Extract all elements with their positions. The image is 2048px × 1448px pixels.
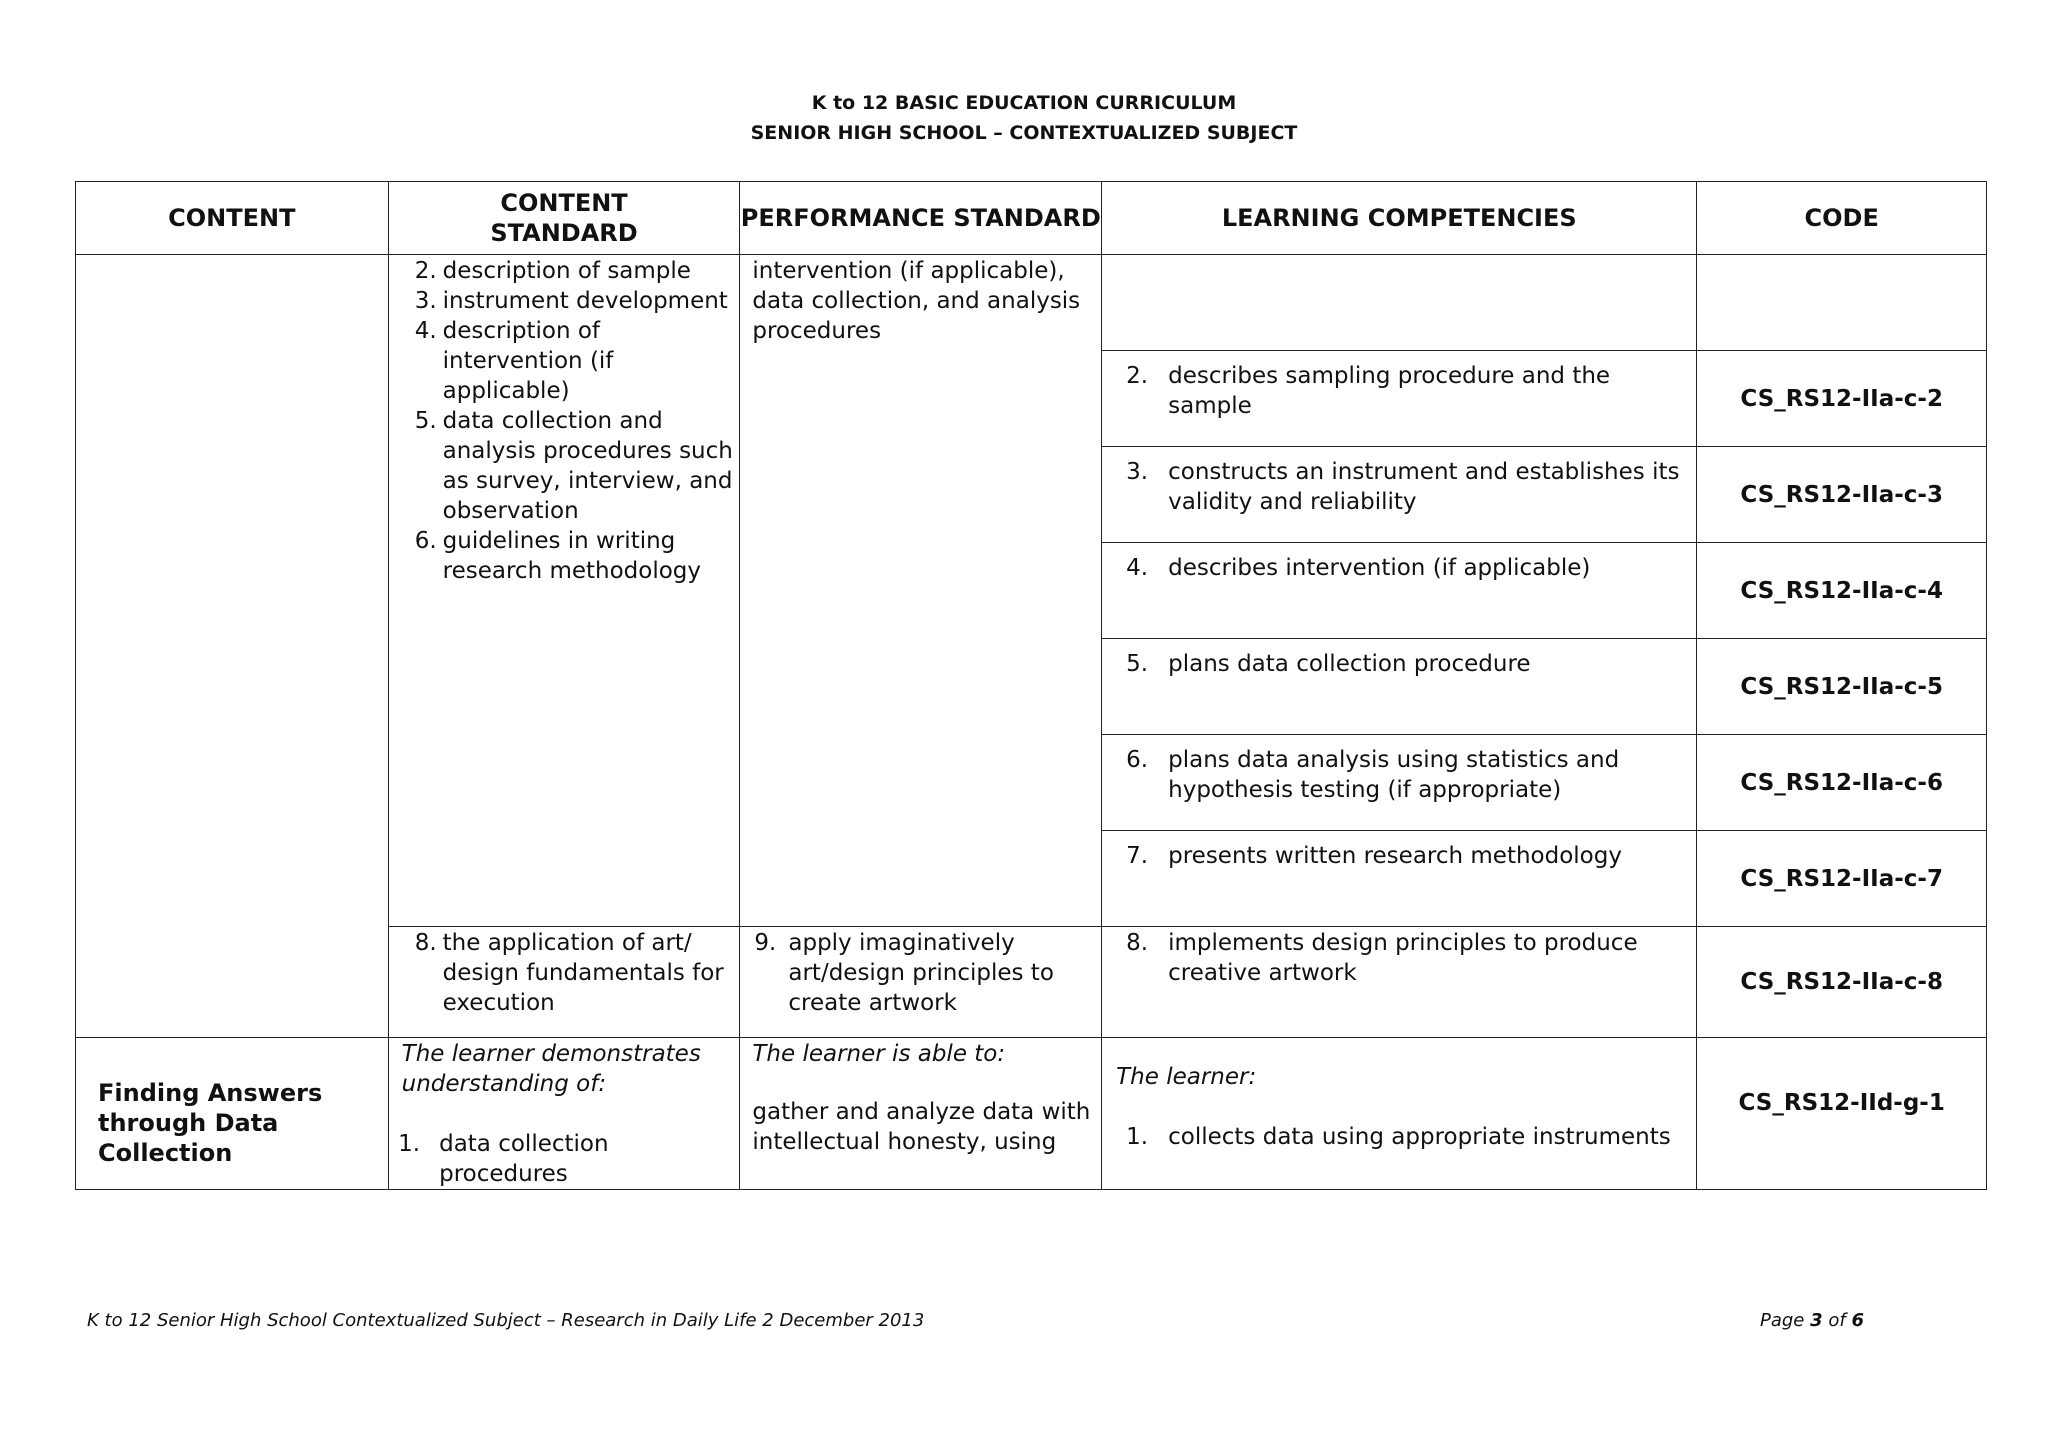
content-standard-list — [389, 255, 740, 586]
list-item: 6. guidelines in writing research methodology — [414, 528, 702, 584]
footer-page-number: Page 3 of 6 — [1760, 1310, 1864, 1331]
content-standard-cell — [388, 1038, 740, 1190]
competency-cell: 3. constructs an instrument and establishes its validity and reliability — [1102, 447, 1697, 543]
list-item: 1. data collection procedures — [398, 1131, 609, 1187]
content-standard-cell — [388, 927, 740, 1038]
content-standard-intro: The learner demonstrates understanding of: — [401, 1041, 701, 1097]
header-subtitle: SENIOR HIGH SCHOOL – CONTEXTUALIZED SUBJECT — [750, 122, 1298, 144]
performance-intro: The learner is able to: — [752, 1041, 1006, 1067]
document-header — [0, 88, 2048, 148]
code-cell: CS_RS12-IId-g-1 — [1697, 1038, 1987, 1190]
curriculum-table — [75, 181, 1987, 1190]
performance-standard-cell — [740, 927, 1102, 1038]
content-cell-empty — [76, 255, 389, 1038]
list-item: 8. the application of art/ design fundamentals for execution — [414, 930, 724, 1016]
list-item: 9. apply imaginatively art/design principles to create artwork — [754, 930, 1054, 1016]
col-header-learning-competencies: LEARNING COMPETENCIES — [1102, 182, 1697, 255]
performance-standard-cell — [740, 1038, 1102, 1190]
col-header-code: CODE — [1697, 182, 1987, 255]
table-row — [76, 255, 1987, 351]
list-item: 2. description of sample — [414, 258, 691, 284]
code-cell-empty — [1697, 255, 1987, 351]
content-title: Finding Answers through Data Collection — [98, 1078, 323, 1167]
competency-cell-empty — [1102, 255, 1697, 351]
performance-standard-cell — [740, 255, 1102, 927]
col-header-content: CONTENT — [76, 182, 389, 255]
competency-cell: 6. plans data analysis using statistics and hypothesis testing (if appropriate) — [1102, 735, 1697, 831]
header-title: K to 12 BASIC EDUCATION CURRICULUM — [811, 92, 1237, 114]
performance-standard-text: intervention (if applicable), data collection, and analysis procedures — [752, 258, 1081, 344]
competency-cell: 8. implements design principles to produce creative artwork — [1102, 927, 1697, 1038]
performance-text: gather and analyze data with intellectual honesty, using — [752, 1099, 1091, 1155]
content-standard-cell — [388, 255, 740, 927]
col-header-performance-standard: PERFORMANCE STANDARD — [740, 182, 1102, 255]
code-cell: CS_RS12-IIa-c-8 — [1697, 927, 1987, 1038]
list-item: 4. description of intervention (if applicable) — [414, 318, 614, 404]
competency-cell: 5. plans data collection procedure — [1102, 639, 1697, 735]
competency-cell: 4. describes intervention (if applicable) — [1102, 543, 1697, 639]
code-cell: CS_RS12-IIa-c-7 — [1697, 831, 1987, 927]
footer-document-title: K to 12 Senior High School Contextualized Subject – Research in Daily Life 2 December 2013 — [87, 1310, 925, 1331]
code-cell: CS_RS12-IIa-c-3 — [1697, 447, 1987, 543]
competency-cell: The learner: 1. collects data using appropriate instruments — [1102, 1038, 1697, 1190]
code-cell: CS_RS12-IIa-c-4 — [1697, 543, 1987, 639]
competency-intro: The learner: — [1116, 1064, 1257, 1090]
code-cell: CS_RS12-IIa-c-6 — [1697, 735, 1987, 831]
list-item: 5. data collection and analysis procedures such as survey, interview, and observation — [414, 408, 733, 524]
code-cell: CS_RS12-IIa-c-2 — [1697, 351, 1987, 447]
code-cell: CS_RS12-IIa-c-5 — [1697, 639, 1987, 735]
competency-cell: 7. presents written research methodology — [1102, 831, 1697, 927]
header-row — [76, 182, 1987, 255]
col-header-content-standard: CONTENT STANDARD — [388, 182, 740, 255]
competency-cell: 2. describes sampling procedure and the sample — [1102, 351, 1697, 447]
list-item: 3. instrument development — [414, 288, 728, 314]
table-row — [76, 1038, 1987, 1190]
content-cell — [76, 1038, 389, 1190]
